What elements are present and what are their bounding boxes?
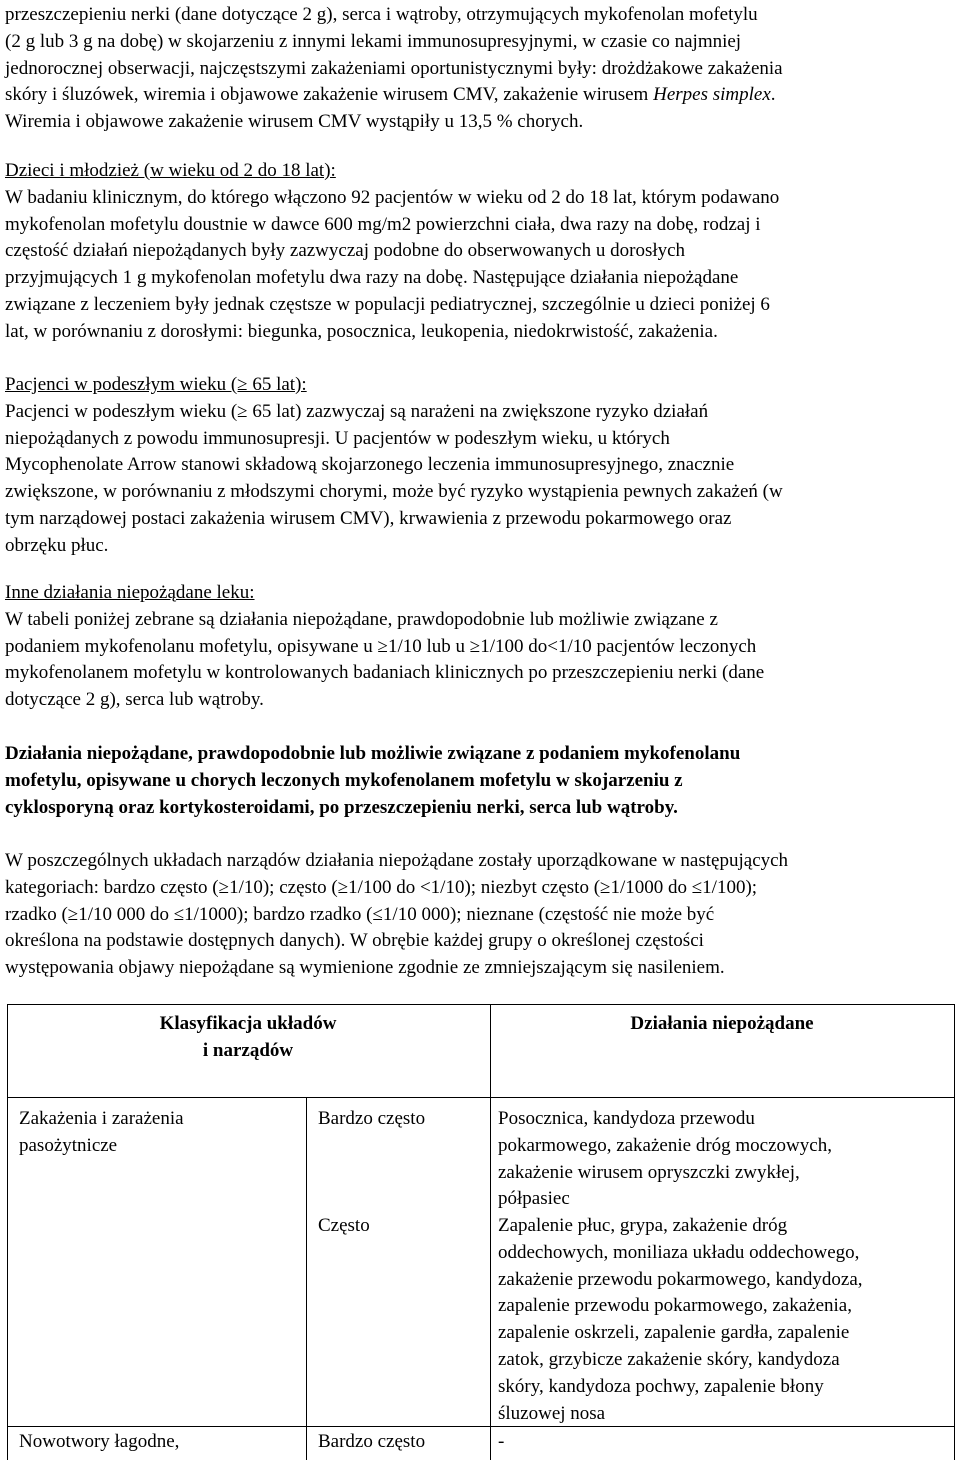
- table-divider: [306, 1097, 307, 1460]
- cell-text: zatok, grzybicze zakażenie skóry, kandydoza: [498, 1348, 840, 1370]
- cell-text: zakażenie wirusem opryszczki zwykłej,: [498, 1161, 800, 1183]
- text-line: podaniem mykofenolanu mofetylu, opisywane u ≥1/10 lub u ≥1/100 do<1/10 pacjentów leczonych: [5, 635, 757, 657]
- text-line: dotyczące 2 g), serca lub wątroby.: [5, 689, 264, 711]
- text-line: związane z leczeniem były jednak częstsze w populacji pediatrycznej, szczególnie u dzieci poniżej 6: [5, 293, 770, 315]
- cell-text: oddechowych, moniliaza układu oddechowego,: [498, 1241, 860, 1263]
- text-line: Mycophenolate Arrow stanowi składową skojarzonego leczenia immunosupresyjnego, znacznie: [5, 454, 735, 476]
- frequency-cell: Bardzo często: [318, 1108, 426, 1129]
- text-line: częstość działań niepożądanych były zazwyczaj podobne do obserwowanych u dorosłych: [5, 240, 686, 262]
- system-cell: [19, 1106, 184, 1160]
- text-line: przyjmujących 1 g mykofenolan mofetylu dwa razy na dobę. Następujące działania niepożądane: [5, 267, 739, 289]
- other-effects-section: [5, 580, 960, 714]
- text-line-with-italic: [5, 82, 960, 109]
- text-line: W badaniu klinicznym, do którego włączono 92 pacjentów w wieku od 2 do 18 lat, którym podawano: [5, 186, 780, 208]
- cell-text: półpasiec: [498, 1188, 570, 1210]
- table-header-system: [8, 1011, 488, 1065]
- cell-text: skóry, kandydoza pochwy, zapalenie błony: [498, 1375, 824, 1397]
- effects-cell: [498, 1213, 863, 1427]
- effects-cell: -: [498, 1431, 505, 1452]
- cell-text: Posocznica, kandydoza przewodu: [498, 1108, 755, 1129]
- header-text: Klasyfikacja układów: [159, 1013, 337, 1034]
- section-heading: Inne działania niepożądane leku:: [5, 582, 255, 603]
- cell-text: zakażenie przewodu pokarmowego, kandydoza,: [498, 1268, 863, 1290]
- table-divider: [490, 1005, 491, 1460]
- text-line: rzadko (≥1/10 000 do ≤1/1000); bardzo rzadko (≤1/10 000); nieznane (częstość nie może być: [5, 903, 715, 925]
- text-line: Pacjenci w podeszłym wieku (≥ 65 lat) zazwyczaj są narażeni na zwiększone ryzyko działań: [5, 400, 709, 422]
- italic-term: Herpes simplex: [653, 84, 771, 106]
- cell-text: śluzowej nosa: [498, 1402, 606, 1424]
- text-line: Działania niepożądane, prawdopodobnie lub możliwie związane z podaniem mykofenolanu: [5, 743, 741, 764]
- effects-cell: [498, 1106, 832, 1213]
- frequency-cell: Bardzo często: [318, 1431, 426, 1452]
- header-text: i narządów: [202, 1039, 294, 1061]
- cell-text: pasożytnicze: [19, 1134, 118, 1156]
- bold-summary: [5, 741, 960, 821]
- text-line: W poszczególnych układach narządów działania niepożądane zostały uporządkowane w następujących: [5, 850, 789, 871]
- text-line: Wiremia i objawowe zakażenie wirusem CMV wystąpiły u 13,5 % chorych.: [5, 111, 584, 133]
- children-section: [5, 158, 960, 346]
- frequency-cell: Często: [318, 1215, 370, 1236]
- text-line: lat, w porównaniu z dorosłymi: biegunka, posocznica, leukopenia, niedokrwistość, zakażenia.: [5, 320, 718, 342]
- text-line: jednorocznej obserwacji, najczęstszymi zakażeniami oportunistycznymi były: drożdżakowe zakażenia: [5, 57, 783, 79]
- text-segment: .: [770, 84, 776, 106]
- table-divider: [8, 1097, 954, 1098]
- text-line: tym narządowej postaci zakażenia wirusem CMV), krwawienia z przewodu pokarmowego oraz: [5, 507, 732, 529]
- system-cell: Nowotwory łagodne,: [19, 1431, 180, 1452]
- table-header-effects: [490, 1011, 954, 1038]
- cell-text: Zakażenia i zarażenia: [19, 1108, 184, 1129]
- text-line: określona na podstawie dostępnych danych). W obrębie każdej grupy o określonej częstości: [5, 930, 704, 952]
- text-line: występowania objawy niepożądane są wymienione zgodnie ze zmniejszającym się nasileniem.: [5, 957, 725, 979]
- header-text: Działania niepożądane: [630, 1013, 814, 1034]
- text-segment: skóry i śluzówek, wiremia i objawowe zakażenie wirusem CMV, zakażenie wirusem: [5, 84, 654, 106]
- text-line: W tabeli poniżej zebrane są działania niepożądane, prawdopodobnie lub możliwie związane z: [5, 608, 718, 630]
- text-line: mykofenolanem mofetylu w kontrolowanych badaniach klinicznych po przeszczepieniu nerki (dane: [5, 662, 765, 684]
- section-heading: Pacjenci w podeszłym wieku (≥ 65 lat):: [5, 374, 307, 395]
- adverse-effects-table: [7, 1004, 955, 1460]
- text-line: cyklosporyną oraz kortykosteroidami, po przeszczepieniu nerki, serca lub wątroby.: [5, 796, 678, 818]
- cell-text: pokarmowego, zakażenie dróg moczowych,: [498, 1134, 832, 1156]
- text-line: obrzęku płuc.: [5, 534, 109, 556]
- text-line: (2 g lub 3 g na dobę) w skojarzeniu z innymi lekami immunosupresyjnymi, w czasie co najmniej: [5, 30, 742, 52]
- cell-text: zapalenie przewodu pokarmowego, zakażenia,: [498, 1295, 852, 1317]
- intro-paragraph: [5, 2, 960, 136]
- text-line: mofetylu, opisywane u chorych leczonych mykofenolanem mofetylu w skojarzeniu z: [5, 769, 683, 791]
- text-line: mykofenolan mofetylu doustnie w dawce 600 mg/m2 powierzchni ciała, dwa razy na dobę, rodzaj i: [5, 213, 761, 235]
- text-line: zwiększone, w porównaniu z młodszymi chorymi, może być ryzyko wystąpienia pewnych zakażeń (w: [5, 481, 783, 503]
- frequency-paragraph: [5, 848, 960, 982]
- cell-text: zapalenie oskrzeli, zapalenie gardła, zapalenie: [498, 1322, 850, 1344]
- cell-text: Zapalenie płuc, grypa, zakażenie dróg: [498, 1215, 788, 1236]
- text-line: kategoriach: bardzo często (≥1/10); często (≥1/100 do <1/10); niezbyt często (≥1/1000 do ≤1/100);: [5, 876, 758, 898]
- elderly-section: [5, 372, 960, 560]
- text-line: niepożądanych z powodu immunosupresji. U pacjentów w podeszłym wieku, u których: [5, 427, 670, 449]
- text-line: przeszczepieniu nerki (dane dotyczące 2 g), serca i wątroby, otrzymujących mykofenolan mofetylu: [5, 4, 758, 25]
- section-heading: Dzieci i młodzież (w wieku od 2 do 18 lat):: [5, 160, 336, 181]
